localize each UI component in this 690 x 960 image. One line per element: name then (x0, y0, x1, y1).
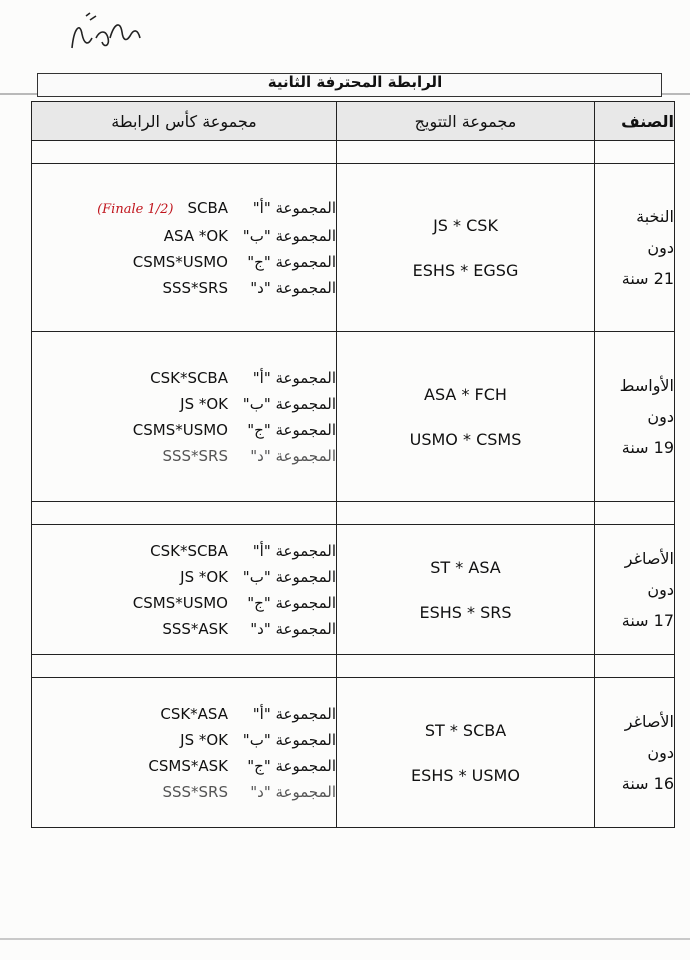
group-line: المجموعة "د"SSS*SRS (162, 278, 336, 297)
category-cell: الأصاغر دون 16 سنة (595, 678, 675, 828)
category-row (32, 678, 675, 828)
schedule-table (31, 101, 675, 828)
cup-group-cell: المجموعة "أ"CSK*SCBA المجموعة "ب"JS *OK المجموعة "ج"CSMS*USMO المجموعة "د"SSS*ASK (32, 525, 337, 655)
final-match: JS * CSK (433, 215, 498, 235)
category-row (32, 164, 675, 332)
header-final-group: مجموعة التتويج (337, 102, 595, 141)
group-line: المجموعة "ج"CSMS*USMO (132, 252, 336, 271)
group-line: المجموعة "أ"SCBA(1/2 Finale) (97, 198, 336, 217)
header-category: الصنف (595, 102, 675, 141)
cup-group-cell (32, 164, 337, 332)
category-row (32, 525, 675, 655)
document-title: الرابطة المحترفة الثانية (267, 73, 443, 91)
group-line: المجموعة "ب"ASA *OK (163, 226, 336, 245)
header-row (32, 102, 675, 141)
category-cell: الأصاغر دون 17 سنة (595, 525, 675, 655)
handwritten-title (66, 8, 146, 56)
final-group-cell: ASA * FCH USMO * CSMS (337, 332, 595, 502)
final-group-cell (337, 164, 595, 332)
cup-group-cell: المجموعة "أ"CSK*ASA المجموعة "ب"JS *OK المجموعة "ج"CSMS*ASK المجموعة "د"SSS*SRS (32, 678, 337, 828)
category-cell: النخبة دون 21 سنة (595, 164, 675, 332)
category-row (32, 332, 675, 502)
final-group-cell: ST * SCBA ESHS * USMO (337, 678, 595, 828)
category-cell: الأواسط دون 19 سنة (595, 332, 675, 502)
final-group-cell: ST * ASA ESHS * SRS (337, 525, 595, 655)
final-match: ESHS * EGSG (412, 260, 519, 280)
header-cup-group: مجموعة كأس الرابطة (32, 102, 337, 141)
cup-group-cell: المجموعة "أ"CSK*SCBA المجموعة "ب"JS *OK المجموعة "ج"CSMS*USMO المجموعة "د"SSS*SRS (32, 332, 337, 502)
handwritten-note: (1/2 Finale) (97, 201, 174, 217)
